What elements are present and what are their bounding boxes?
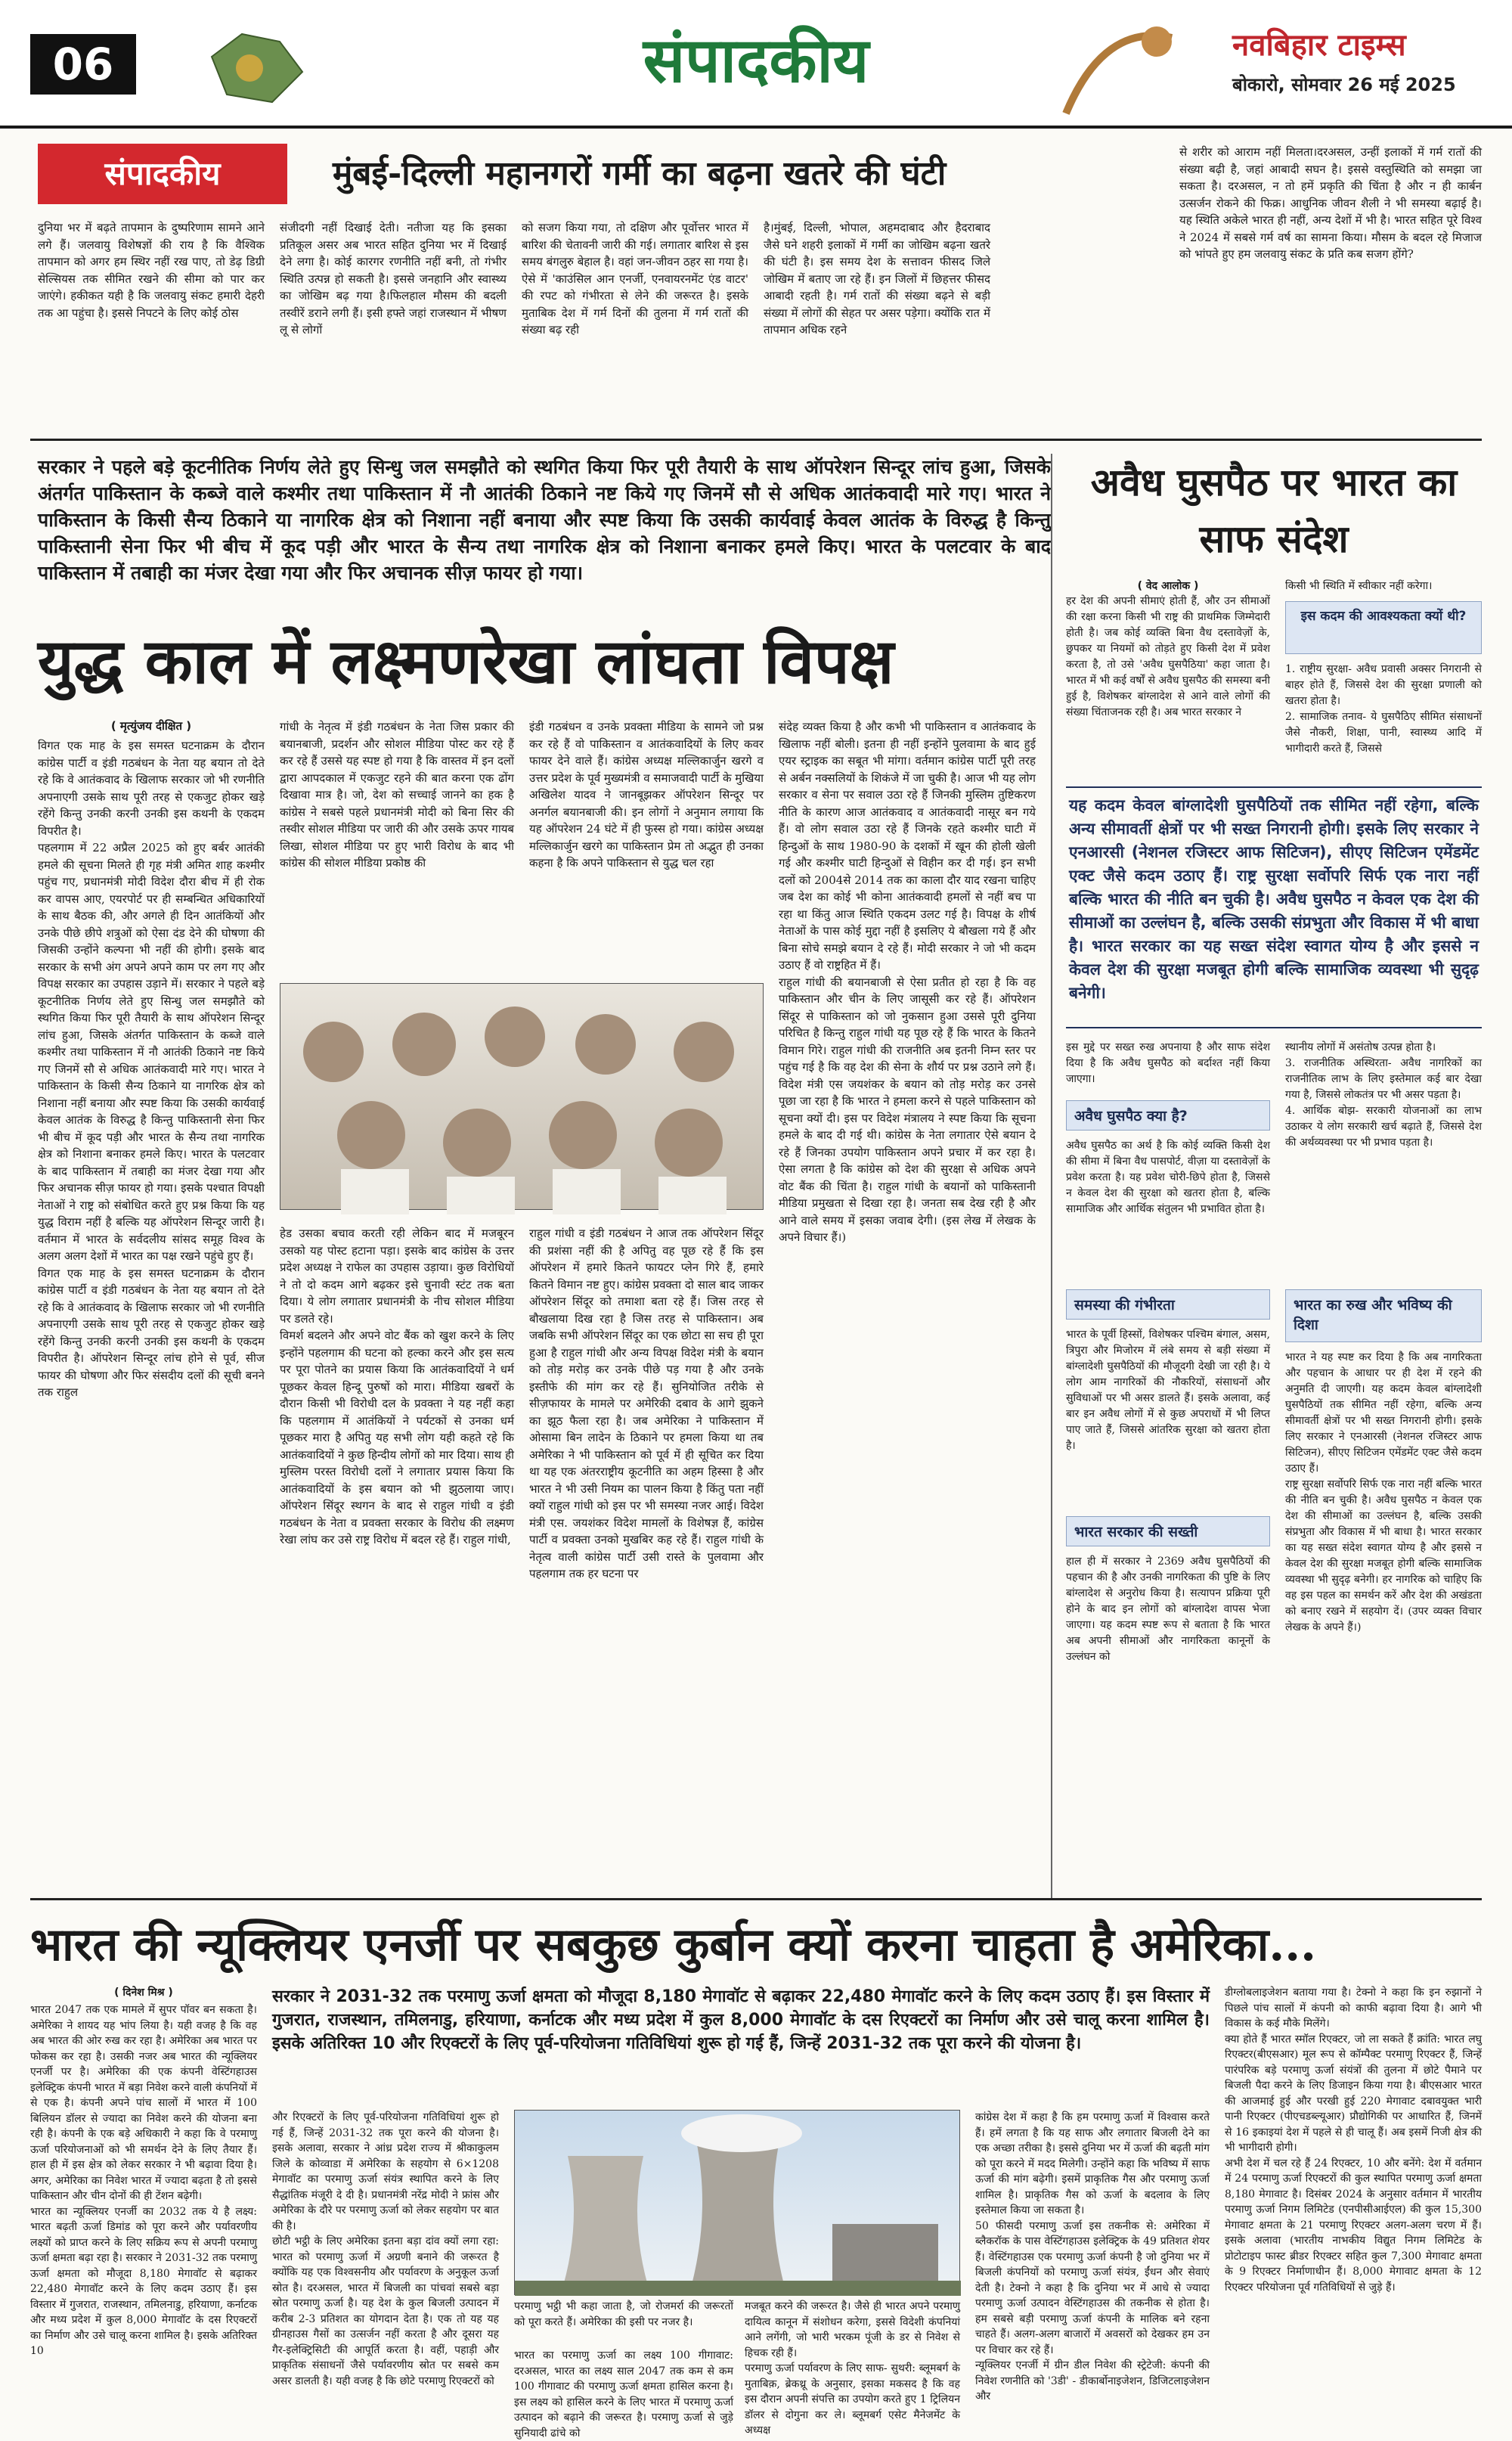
story3-col-5: कांग्रेस देश में कहा है कि हम परमाणु ऊर्जा में विश्वास करते हैं। हमें लगता है कि यह साफ और लगातार बिजली देने का एक अच्छा तरीका है। इससे दुनिया भर में ऊर्जा की बढ़ती मांग को पूरा करने में मदद मिलेगी। उन्होंने कहा कि भविष्य में साफ ऊर्जा की मांग बढ़ेगी। इसमें प्राकृतिक गैस और परमाणु ऊर्जा शामिल है। प्राकृतिक गैस को ऊर्जा के बदलाव के लिए इस्तेमाल किया जा सकता है। 50 फीसदी परमाणु ऊर्जा इस तकनीक से: अमेरिका में ब्लैकरॉक के पास वेस्टिंगहाउस इलेक्ट्रिक के 49 प्रतिशत शेयर हैं। वेस्टिंगहाउस एक परमाणु ऊर्जा कंपनी है जो दुनिया भर में बिजली कंपनियों को परमाणु ऊर्जा संयंत्र, ईंधन और सेवाएं देती है। टेक्नो ने कहा है कि दुनिया भर में आधे से ज्यादा परमाणु ऊर्जा उत्पादन वेस्टिंगहाउस की तकनीक से होता है। हम सबसे बड़ी परमाणु ऊर्जा कंपनी के मालिक बने रहना चाहते हैं। अलग-अलग बाजारों में अवसरों को देखकर हम उन पर विचार कर रहे हैं। न्यूक्लियर एनर्जी में ग्रीन डील निवेश की स्ट्रेटेजी: कंपनी की निवेश रणनीति को '3डी' - डीकार्बोनाइजेशन, डिजिटलाइजेशन और	[975, 2111, 1210, 2402]
story2-pullquote: यह कदम केवल बांग्लादेशी घुसपैठियों तक सीमित नहीं रहेगा, बल्कि अन्य सीमावर्ती क्षेत्रों पर भी सख्त निगरानी होगी। इसके लिए सरकार ने एनआरसी (नेशनल रजिस्टर आफ सिटिजन), सीएए सिटिजन एमेंडमेंट एक्ट जैसे कदम उठाए हैं। राष्ट्र सुरक्षा सर्वोपरि सिर्फ एक नारा नहीं बल्कि भारत की नीति बन चुकी है। अवैध घुसपैठ न केवल एक देश की सीमाओं का उल्लंघन है, बल्कि उसकी संप्रभुता और विकास में भी बाधा है। भारत सरकार का यह सख्त संदेश स्वागत योग्य है और इससे न केवल देश की सुरक्षा मजबूत होगी बल्कि सामाजिक व्यवस्था भी सुदृढ़ बनेगी।	[1066, 786, 1482, 1028]
story1-deck: सरकार ने पहले बड़े कूटनीतिक निर्णय लेते हुए सिन्धु जल समझौते को स्थगित किया फिर पूरी तैयारी के साथ ऑपरेशन सिन्दूर लांच हुआ, जिसके अंतर्गत पाकिस्तान के कब्जे वाले कश्मीर तथा पाकिस्तान में नौ आतंकी ठिकाने नष्ट किये गए जिनमें सौ से अधिक आतंकवादी मारे गए। भारत ने पाकिस्तान के किसी सैन्य ठिकाने या नागरिक क्षेत्र को निशाना नहीं बनाया और स्पष्ट किया कि उसकी कार्यवाई केवल आतंक के विरुद्ध है किन्तु पाकिस्तानी सेना फिर भी बीच में कूद पड़ी और भारत के सैन्य तथा नागरिक क्षेत्र को निशाना बनाकर हमले किए। भारत के पलटवार के बाद पाकिस्तान में तबाही का मंजर देखा गया और फिर अचानक सीज़ फायर हो गया।	[38, 456, 1051, 584]
story1-byline: ( मृत्युंजय दीक्षित )	[110, 719, 192, 733]
story1-col-2b: हेड उसका बचाव करती रही लेकिन बाद में मजबूरन उसको यह पोस्ट हटाना पड़ा। इसके बाद कांग्रेस के उत्तर प्रदेश अध्यक्ष ने राफेल का उपहास उड़ाया। कुछ विरोधियों ने तो दो कदम आगे बढ़कर इसे चुनावी स्टंट तक बता दिया। ये लोग लगातार प्रधानमंत्री के नीच सोशल मीडिया पर डलते रहे। विमर्श बदलने और अपने वोट बैंक को खुश करने के लिए इन्होंने पहलगाम की घटना को हल्का करने और इस सत्य पर पूरा पोतने का प्रयास किया कि आतंकवादियों ने धर्म पूछकर केवल हिन्दू पुरुषों को मारा। मीडिया खबरों के दौरान किसी भी विरोधी दल के प्रवक्ता ने यह नहीं कहा कि पहलगाम में आतंकियों ने पर्यटकों से उनका धर्म पूछकर मारा है अपितु यह सभी लोग यही कहते रहे कि आतंकवादियों ने कुछ हिन्दीय लोगों को मार दिया। साथ ही मुस्लिम परस्त विरोधी दलों ने लगातार प्रयास किया कि आतंकवादियों के इस बयान को भी झुठलाया जाए। ऑपरेशन सिंदूर स्थगन के बाद से राहुल गांधी व इंडी गठबंधन के नेता व प्रवक्ता सरकार के विरोध की लक्ष्मण रेखा लांघ कर उसे राष्ट्र विरोध में बदल रहे हैं। राहुल गांधी,	[280, 1227, 514, 1546]
story2-byline: ( वेद आलोक )	[1137, 580, 1199, 592]
story2-colA-1: इस मुद्दे पर सख्त रुख अपनाया है और साफ संदेश दिया है कि अवैध घुसपैठ को बर्दाश्त नहीं किया जाएगा।	[1066, 1041, 1274, 1085]
section-title: संपादकीय	[643, 24, 869, 97]
story2-need-body: 1. राष्ट्रीय सुरक्षा- अवैध प्रवासी अक्सर निगरानी से बाहर होते हैं, जिससे देश की सुरक्षा प्रणाली को खतरा होता है। 2. सामाजिक तनाव- ये घुसपैठिए सीमित संसाधनों जैसे नौकरी, शिक्षा, पानी, स्वास्थ्य आदि में भागीदारी करते हैं, जिससे	[1285, 663, 1482, 755]
story2-sub-gravity: समस्या की गंभीरता	[1066, 1289, 1270, 1320]
story1-photo-opposition-leaders	[280, 983, 764, 1210]
editorial-col-2: संजीदगी नहीं दिखाई देती। नतीजा यह कि इसका प्रतिकूल असर अब भारत सहित दुनिया भर में दिखाई देने लगा है। कोई कारगर रणनीति नहीं बनी, तो गंभीर स्थिति उत्पन्न हो सकती है। इससे जनहानि और स्वास्थ्य का जोखिम बढ़ गया है।फिलहाल मौसम की बदली तस्वीरें डराने लगी हैं। इसी हफ्ते जहां राजस्थान में भीषण लू से लोगों	[280, 221, 510, 337]
editorial-tag: संपादकीय	[38, 144, 287, 204]
story3-col-3b: भारत का परमाणु ऊर्जा का लक्ष्य 100 गीगावाट: दरअसल, भारत का लक्ष्य साल 2047 तक कम से कम 100 गीगावाट की परमाणु ऊर्जा क्षमता हासिल करना है। इस लक्ष्य को हासिल करने के लिए भारत में परमाणु ऊर्जा उत्पादन को बढ़ाने की जरूरत है। परमाणु ऊर्जा से जुड़े सुनियादी ढांचे को	[514, 2350, 737, 2439]
header-decoration-figure	[1043, 8, 1194, 121]
story2-need-heading: इस कदम की आवश्यकता क्यों थी?	[1285, 601, 1482, 654]
page-number: 06	[30, 34, 136, 95]
story2-colB-2: भारत ने यह स्पष्ट कर दिया है कि अब नागरिकता और पहचान के आधार पर ही देश में रहने की अनुमति दी जाएगी। यह कदम केवल बांग्लादेशी घुसपैठियों तक सीमित नहीं रहेगा, बल्कि अन्य सीमावर्ती क्षेत्रों पर भी सख्त निगरानी होगी। इसके लिए सरकार ने एनआरसी (नेशनल रजिस्टर आफ सिटिजन), सीएए सिटिजन एमेंडमेंट एक्ट जैसे कदम उठाए हैं। राष्ट्र सुरक्षा सर्वोपरि सिर्फ एक नारा नहीं बल्कि भारत की नीति बन चुकी है। अवैध घुसपैठ न केवल एक देश की सीमाओं का उल्लंघन है, बल्कि उसकी संप्रभुता और विकास में भी बाधा है। भारत सरकार का यह सख्त संदेश स्वागत योग्य है और इससे न केवल देश की सुरक्षा मजबूत होगी बल्कि सामाजिक व्यवस्था भी सुदृढ़ बनेगी। हर नागरिक को चाहिए कि वह इस पहल का समर्थन करें और देश की अखंडता को बनाए रखने में सहयोग दें। (उपर व्यक्त विचार लेखक के अपने हैं।)	[1285, 1351, 1482, 1633]
story2-sub-future: भारत का रुख और भविष्य की दिशा	[1285, 1289, 1482, 1342]
story2-colA-4: हाल ही में सरकार ने 2369 अवैध घुसपैठियों की पहचान की है और उनकी नागरिकता की पुष्टि के लिए बांग्लादेश से अनुरोध किया है। सत्यापन प्रक्रिया पूरी होने के बाद इन लोगों को बांग्लादेश वापस भेजा जाएगा। यह कदम स्पष्ट रूप से बताता है कि भारत अब अपनी सीमाओं और नागरिकता कानूनों के उल्लंघन को	[1066, 1555, 1274, 1663]
story3-photo-cooling-towers	[514, 2110, 960, 2295]
story3-photo-caption: परमाणु भट्ठी भी कहा जाता है, जो रोजमर्रा की जरूरतों को पूरा करते हैं। अमेरिका की इसी पर नजर है।	[514, 2300, 737, 2328]
dateline: बोकारो, सोमवार 26 मई 2025	[1232, 74, 1456, 95]
story2-colB-1: स्थानीय लोगों में असंतोष उत्पन्न होता है। 3. राजनीतिक अस्थिरता- अवैध नागरिकों का राजनीतिक लाभ के लिए इस्तेमाल कई बार देखा गया है, जिससे लोकतंत्र पर भी असर पड़ता है। 4. आर्थिक बोझ- सरकारी योजनाओं का लाभ उठाकर ये लोग सरकारी खर्च बढ़ाते हैं, जिससे देश की अर्थव्यवस्था पर भी प्रभाव पड़ता है।	[1285, 1041, 1482, 1149]
story3-col-6: डीग्लोबलाइजेशन बताया गया है। टेक्नो ने कहा कि इन रुझानों ने पिछले पांच सालों में कंपनी को काफी बढ़ावा दिया है। आगे भी विकास के कई मौके मिलेंगे। क्या होते हैं भारत स्मॉल रिएक्टर, जो ला सकते हैं क्रांति: भारत लघु रिएक्टर(बीएसआर) मूल रूप से कॉम्पैक्ट परमाणु रिएक्टर हैं, जिन्हें पारंपरिक बड़े परमाणु ऊर्जा संयंत्रों की तुलना में छोटे पैमाने पर बिजली पैदा करने के लिए डिजाइन किया गया है। बीएसआर भारत की आजमाई हुई और परखी हुई 220 मेगावाट दबावयुक्त भारी पानी रिएक्टर (पीएचडब्ल्यूआर) प्रौद्योगिकी पर आधारित हैं, जिनमें से 16 इकाइयां देश में पहले से ही चालू हैं। अब इसमें निजी क्षेत्र की भी भागीदारी होगी। अभी देश में चल रहे हैं 24 रिएक्टर, 10 और बनेंगे: देश में वर्तमान में 24 परमाणु ऊर्जा रिएक्टरों की कुल स्थापित परमाणु ऊर्जा क्षमता 8,180 मेगावाट है। दिसंबर 2024 के अनुसार वर्तमान में भारतीय परमाणु ऊर्जा निगम लिमिटेड (एनपीसीआईएल) की कुल 15,300 मेगावाट क्षमता के 21 परमाणु रिएक्टर अलग-अलग चरण में हैं। इसके अलावा (भारतीय नाभकीय विद्युत निगम लिमिटेड के प्रोटोटाइप फास्ट ब्रीडर रिएक्टर सहित कुल 7,300 मेगावाट क्षमता के 9 रिएक्टर निर्माणाधीन हैं। 8,000 मेगावाट क्षमता के 12 रिएक्टर परियोजना पूर्व गतिविधियों से जुड़े हैं।	[1225, 1987, 1482, 2294]
story2-sub-strict: भारत सरकार की सख्ती	[1066, 1516, 1270, 1546]
editorial-col-4: है।मुंबई, दिल्ली, भोपाल, अहमदाबाद और हैदराबाद जैसे घने शहरी इलाकों में गर्मी का जोखिम बढ़ना खतरे की घंटी है। इस समय देश के सत्तावन फीसद जिले जोखिम में बताए जा रहे हैं। इन जिलों में छिहत्तर फीसद आबादी रहती है। गर्म रातों की संख्या बढ़ने से बड़ी संख्या में लोगों की सेहत पर असर पड़ेगा। क्योंकि रात में तापमान अधिक रहने	[764, 221, 994, 337]
editorial-col-3: को सजग किया गया, तो दक्षिण और पूर्वोत्तर भारत में बारिश की चेतावनी जारी की गई। लगातार बारिश से इस समय बंगलुरु बेहाल है। वहां जन-जीवन ठहर सा गया है। ऐसे में 'काउंसिल आन एनर्जी, एनवायरनमेंट एंड वाटर' की रपट को गंभीरता से लेने की जरूरत है। इसके मुताबिक देश में गर्म दिनों की तुलना में गर्म रातों की संख्या बढ़ रही	[522, 221, 752, 337]
page-header	[0, 0, 1512, 129]
editorial-headline: मुंबई-दिल्ली महानगरों गर्मी का बढ़ना खतरे की घंटी	[333, 154, 947, 193]
editorial-col-1: दुनिया भर में बढ़ते तापमान के दुष्परिणाम सामने आने लगे हैं। जलवायु विशेषज्ञों की राय है कि वैश्विक तापमान को अगर हम स्थिर नहीं रख पाए, तो डेढ़ डिग्री सेल्सियस तक सीमित रखने की सीमा को पार कर जाएंगे। हकीकत यही है कि जलवायु संकट हमारी देहरी तक आ पहुंचा है। इससे निपटने के लिए कोई ठोस	[38, 221, 268, 320]
divider	[30, 439, 1482, 441]
story2-intro: हर देश की अपनी सीमाएं होती हैं, और उन सीमाओं की रक्षा करना किसी भी राष्ट्र की प्राथमिक जिम्मेदारी होती है। जब कोई व्यक्ति बिना वैध दस्तावेज़ों के, छुपकर या नियमों को तोड़ते हुए किसी देश में प्रवेश करता है, तो उसे 'अवैध घुसपैठिया' कहा जाता है। भारत में भी कई वर्षों से अवैध घुसपैठ की समस्या बनी हुई है, विशेषकर बांग्लादेश से आने वाले लोगों की संख्या चिंताजनक रही है। अब भारत सरकार ने	[1066, 595, 1274, 718]
story1-headline: युद्ध काल में लक्ष्मणरेखा लांघता विपक्ष	[38, 625, 894, 698]
story3-col-4b: मजबूत करने की जरूरत है। जैसे ही भारत अपने परमाणु दायित्व कानून में संशोधन करेगा, इससे विदेशी कंपनियां आने लगेंगी, जो भारी भरकम पूंजी के डर से निवेश से हिचक रही हैं। परमाणु ऊर्जा पर्यावरण के लिए साफ- सुथरी: ब्लूमबर्ग के मुताबिक़, ब्रेकथ्रू के अनुसार, इसका मकसद है कि वह इस दौरान अपनी संपत्ति का उपयोग करते हुए 1 ट्रिलियन डॉलर से दोगुना कर ले। ब्लूमबर्ग एसेट मैनेजमेंट के अध्यक्ष	[745, 2300, 960, 2436]
story1-col-2a: गांधी के नेतृत्व में इंडी गठबंधन के नेता जिस प्रकार की बयानबाजी, प्रदर्शन और सोशल मीडिया पोस्ट कर रहे हैं कर रहे हैं उससे यह स्पष्ट हो गया है कि वास्तव में इन दलों द्वारा आपदकाल में एकजुट रहने की बात करना एक ढोंग दिखावा मात्र है। जो, देश को सच्चाई जानने का हक है कांग्रेस ने सबसे पहले प्रधानमंत्री मोदी को बिना सिर की तस्वीर सोशल मीडिया पर जारी की और उसके ऊपर गायब लिखा, सोशल मीडिया पर हुए भारी विरोध के बाद भी कांग्रेस की सोशल मीडिया प्रकोष्ठ की	[280, 720, 518, 870]
story3-headline: भारत की न्यूक्लियर एनर्जी पर सबकुछ कुर्बान क्यों करना चाहता है अमेरिका...	[30, 1918, 1316, 1971]
story2-headline: अवैध घुसपैठ पर भारत का साफ संदेश	[1090, 460, 1458, 561]
story1-col-3a: इंडी गठबंधन व उनके प्रवक्ता मीडिया के सामने जो प्रश्न कर रहे हैं वो पाकिस्तान व आतंकवादियों के लिए कवर फायर देने वाले हैं। कांग्रेस अध्यक्ष मल्लिकार्जुन खरगे व उत्तर प्रदेश के पूर्व मुख्यमंत्री व समाजवादी पार्टी के मुखिया अखिलेश यादव ने जानबूझकर ऑपरेशन सिन्दूर पर अनर्गल बयानबाजी की। इन लोगों ने अनुमान लगाया कि यह ऑपरेशन 24 घंटे में ही फुस्स हो गया। कांग्रेस अध्यक्ष मल्लिकार्जुन खरगे का पाकिस्तान प्रेम तो अद्भुत ही उनका कहना है कि अपने पाकिस्तान से युद्ध चल रहा	[529, 720, 767, 870]
story3-col-2: और रिएक्टरों के लिए पूर्व-परियोजना गतिविधियां शुरू हो गई हैं, जिन्हें 2031-32 तक पूरा करने की योजना है। इसके अलावा, सरकार ने आंध्र प्रदेश राज्य में श्रीकाकुलम जिले के कोव्वाडा में अमेरिका के सहयोग से 6×1208 मेगावॉट का परमाणु ऊर्जा संयंत्र स्थापित करने के लिए सैद्धांतिक मंजूरी दे दी है। प्रधानमंत्री नरेंद्र मोदी ने फ्रांस और अमेरिका के दौरे पर परमाणु ऊर्जा को लेकर सहयोग पर बात की है। छोटी भट्ठी के लिए अमेरिका इतना बड़ा दांव क्यों लगा रहा: भारत को परमाणु ऊर्जा में अग्रणी बनाने की जरूरत है क्योंकि यह एक विश्वसनीय और पर्यावरण के अनुकूल ऊर्जा स्रोत है। दरअसल, भारत में बिजली का पांचवां सबसे बड़ा स्रोत परमाणु ऊर्जा है। यह देश के कुल बिजली उत्पादन में करीब 2-3 प्रतिशत का योगदान देता है। एक तो यह यह ग्रीनहाउस गैसों का उत्सर्जन नहीं करता है और दूसरा यह गैर-इलेक्ट्रिसिटी की आपूर्ति करता है। वहीं, पहाड़ी और प्राकृतिक संसाधनों जैसे पर्यावरणीय स्रोत पर सबसे कम असर डालती है। यही वजह है कि छोटे परमाणु रिएक्टरों को	[272, 2111, 499, 2387]
story2-colA-3: भारत के पूर्वी हिस्सों, विशेषकर पश्चिम बंगाल, असम, त्रिपुरा और मिजोरम में लंबे समय से बड़ी संख्या में बांग्लादेशी घुसपैठियों की मौजूदगी देखी जा रही है। ये लोग आम नागरिकों की नौकरियों, संसाधनों और सुविधाओं पर भी असर डालते हैं। इसके अलावा, कई बार इन अवैध लोगों में से कुछ अपराधों में भी लिप्त पाए जाते हैं, जिससे आंतरिक सुरक्षा को खतरा होता है।	[1066, 1329, 1274, 1452]
story3-col-1: भारत 2047 तक एक मामले में सुपर पॉवर बन सकता है। अमेरिका ने शायद यह भांप लिया है। यही वजह है कि वह अब भारत की ओर रुख कर रहा है। अमेरिका अब भारत पर फोकस कर रहा है। उसकी नजर अब भारत की न्यूक्लियर एनर्जी पर है। अमेरिका की एक कंपनी वेस्टिंगहाउस इलेक्ट्रिक कंपनी भारत में बड़ा निवेश करने वाली कंपनियों में से एक है। कंपनी अपने पांच सालों में भारत में 100 बिलियन डॉलर से ज्यादा का निवेश करने की योजना बना रही है। कंपनी के एक बड़े अधिकारी ने कहा कि वे परमाणु ऊर्जा परियोजनाओं को भी समर्थन देने के लिए तैयार हैं। हाल ही में इस क्षेत्र को लेकर सरकार ने भी बढ़ावा दिया है। अगर, अमेरिका का निवेश भारत में ज्यादा बढ़ता है तो इससे पाकिस्तान और चीन दोनों की ही टेंशन बढ़ेगी। भारत का न्यूक्लियर एनर्जी का 2032 तक ये है लक्ष्य: भारत बढ़ती ऊर्जा डिमांड को पूरा करने और पर्यावरणीय लक्ष्यों को प्राप्त करने के लिए सक्रिय रूप से अपनी परमाणु ऊर्जा क्षमता बढ़ा रहा है। सरकार ने 2031-32 तक परमाणु ऊर्जा क्षमता को मौजूदा 8,180 मेगावॉट से बढ़ाकर 22,480 मेगावॉट करने के लिए कदम उठाए हैं। इस विस्तार में गुजरात, राजस्थान, तमिलनाडु, हरियाणा, कर्नाटक और मध्य प्रदेश में कुल 8,000 मेगावॉट के दस रिएक्टरों का निर्माण और उसे चालू करना शामिल है। इसके अतिरिक्त 10	[30, 2004, 257, 2357]
paper-name: नवबिहार टाइम्स	[1232, 27, 1406, 63]
story2-right-top: किसी भी स्थिति में स्वीकार नहीं करेगा।	[1285, 580, 1433, 592]
story2-colA-2: अवैध घुसपैठ का अर्थ है कि कोई व्यक्ति किसी देश की सीमा में बिना वैध पासपोर्ट, वीज़ा या दस्तावेज़ों के प्रवेश करता है। यह प्रवेश चोरी-छिपे होता है, जिससे न केवल देश की सुरक्षा को खतरा होता है, बल्कि सामाजिक और आर्थिक संतुलन भी प्रभावित होता है।	[1066, 1140, 1274, 1215]
header-decoration-map	[197, 11, 310, 117]
story2-sub-what: अवैध घुसपैठ क्या है?	[1066, 1100, 1270, 1131]
divider	[1051, 454, 1052, 1898]
divider	[30, 1898, 1482, 1900]
story3-deck: सरकार ने 2031-32 तक परमाणु ऊर्जा क्षमता को मौजूदा 8,180 मेगावॉट से बढ़ाकर 22,480 मेगावॉट करने के लिए कदम उठाए हैं। इस विस्तार में गुजरात, राजस्थान, तमिलनाडु, हरियाणा, कर्नाटक और मध्य प्रदेश में कुल 8,000 मेगावॉट के दस रिएक्टरों का निर्माण और उसे चालू करना शामिल है। इसके अतिरिक्त 10 और रिएक्टरों के लिए पूर्व-परियोजना गतिविधियां शुरू हो गई हैं, जिन्हें 2031-32 तक पूरा करने की योजना है।	[272, 1987, 1210, 2053]
story1-col-4: संदेह व्यक्त किया है और कभी भी पाकिस्तान व आतंकवाद के खिलाफ नहीं बोली। इतना ही नहीं इन्होंने पुलवामा के बाद हुई एयर स्ट्राइक का सबूत भी मांगा। वर्तमान कांग्रेस पार्टी पूरी तरह से अर्बन नक्सलियों के शिकंजे में जा चुकी है। आज भी यह लोग सरकार व सेना पर सवाल उठा रहे हैं जिनकी मुस्लिम तुष्टिकरण नीति के कारण आज आतंकवाद व आतंकवादी नासूर बन गये हैं। वो लोग सवाल उठा रहे हैं जिनके रहते कश्मीर घाटी में हिन्दुओं के साथ 1980-90 के दशकों में खून की होली खेली गई और कश्मीर घाटी हिन्दुओं से विहीन कर दी गई। इन सभी दलों को 2004से 2014 तक का काला दौर याद रखना चाहिए जब देश का कोई भी कोना आतंकवादी हमलों से नहीं बच पा रहा था किंतु आज स्थिति एकदम उलट गई है। विपक्ष के शीर्ष नेताओं के पास कोई मुद्दा नहीं है इसलिए ये बौखला गये हैं और बिना सोचे समझे बयान दे रहे हैं। मोदी सरकार ने जो भी कदम उठाए हैं वो राष्ट्रहित में हैं। राहुल गांधी की बयानबाजी से ऐसा प्रतीत हो रहा है कि वह पाकिस्तान और चीन के लिए जासूसी कर रहे हैं। ऑपरेशन सिंदूर से पाकिस्तान को जो नुकसान हुआ उससे पूरी दुनिया परिचित है किन्तु राहुल गांधी यह पूछ रहे हैं कि भारत के कितने विमान गिरे। राहुल गांधी की राजनीति अब इतनी निम्न स्तर पर पहुंच गई है कि वह देश की सेना के शौर्य पर प्रश्न उठाने लगे हैं। विदेश मंत्री एस जयशंकर के बयान को तोड़ मरोड़ कर उनसे पूछा जा रहा है कि भारत ने हमला करने से पहले पाकिस्तान को सूचना क्यों दी। इस पर विदेश मंत्रालय ने स्पष्ट किया कि सूचना हमले के बाद दी गई थी। कांग्रेस के नेता लगातार ऐसे बयान दे रहे हैं जिनका उपयोग पाकिस्तान अपने प्रचार में कर रहा है। ऐसा लगता है कि कांग्रेस को देश की सुरक्षा से अधिक अपने वोट बैंक की चिंता है। राहुल गांधी के बयानों को पाकिस्तानी मीडिया प्रमुखता से दिखा रहा है। जनता सब देख रही है और आने वाले समय में इसका जवाब देगी। (इस लेख में लेखक के अपने विचार हैं।)	[779, 720, 1036, 1244]
story3-byline: ( दिनेश मिश्र )	[114, 1987, 173, 1999]
editorial-col-5: से शरीर को आराम नहीं मिलता।दरअसल, उन्हीं इलाकों में गर्म रातों की संख्या बढ़ी है, जहां आबादी सघन है। इससे वस्तुस्थिति को समझा जा सकता है। दरअसल, न तो हमें प्रकृति की चिंता है और न ही कार्बन उत्सर्जन रोकने की फिक्र। आधुनिक जीवन शैली ने भी समस्या बढ़ाई है। यह स्थिति अकेले भारत ही नहीं, अन्य देशों में भी है। भारत सहित पूरे विश्व ने 2024 में सबसे गर्म वर्ष का सामना किया। मौसम के बदल रहे मिजाज को भांपते हुए हम जलवायु संकट के प्रति कब सजग होंगे?	[1179, 145, 1486, 261]
story1-col-1: विगत एक माह के इस समस्त घटनाक्रम के दौरान कांग्रेस पार्टी व इंडी गठबंधन के नेता यह बयान तो देते रहे कि वे आतंकवाद के खिलाफ सरकार जो भी रणनीति अपनाएगी उसके साथ पूरी तरह से एकजुट होकर खड़े रहेंगे किन्तु उनकी करनी उनकी इस कथनी के एकदम विपरीत है। पहलगाम में 22 अप्रैल 2025 को हुए बर्बर आतंकी हमले की सूचना मिलते ही गृह मंत्री अमित शाह कश्मीर पहुंच गए, प्रधानमंत्री मोदी विदेश दौरा बीच में ही रोक कर वापस आए, एयरपोर्ट पर ही सम्बन्धित अधिकारियों के साथ बैठक की, और अगले ही दिन आतंकियों और उनके पीछे छीपे शत्रुओं को ऐसा दंड देने की घोषणा की जिसकी उन्होंने कल्पना भी नहीं की होगी। इसके बाद सरकार के सभी अंग अपने अपने काम पर लग गए और विपक्ष सरकार का उपहास उड़ाने में। सरकार ने पहले बड़े कूटनीतिक निर्णय लेते हुए सिन्धु जल समझौते को स्थगित किया फिर पूरी तैयारी के साथ ऑपरेशन सिन्दूर लांच हुआ, जिसके अंतर्गत पाकिस्तान के कब्जे वाले कश्मीर तथा पाकिस्तान में नौ आतंकी ठिकाने नष्ट किये गए जिनमें सौ से अधिक आतंकवादी मारे गए। भारत ने पाकिस्तान के किसी सैन्य ठिकाने या नागरिक क्षेत्र को निशाना नहीं बनाया और स्पष्ट किया कि उसकी कार्यवाई केवल आतंक के विरुद्ध है किन्तु पाकिस्तानी सेना फिर भी बीच में कूद पड़ी और भारत के सैन्य तथा नागरिक क्षेत्र को निशाना बनाकर हमले किए। भारत के पलटवार के बाद पाकिस्तान में तबाही का मंजर देखा गया और फिर अचानक सीज़ फायर हो गया। इसके पश्चात विपक्षी नेताओं ने राष्ट्र को संबोधित करते हुए प्रश्न किया कि यह युद्ध विराम नहीं है बल्कि यह ऑपरेशन सिन्दूर जारी है। वर्तमान में भारत के सर्वदलीय सांसद समूह विश्व के अलग अलग देशों में भारत का पक्ष रखने पहुंचे हुए हैं। विगत एक माह के इस समस्त घटनाक्रम के दौरान कांग्रेस पार्टी व इंडी गठबंधन के नेता यह बयान तो देते रहे कि वे आतंकवाद के खिलाफ सरकार जो भी रणनीति अपनाएगी उसके साथ पूरी तरह से एकजुट होकर खड़े रहेंगे किन्तु उनकी करनी उनकी इस कथनी के एकदम विपरीत है। ऑपरेशन सिन्दूर लांच होने से पूर्व, सीज फायर की घोषणा और फिर संसदीय दलों की सूची बनने तक राहुल	[38, 739, 265, 1399]
story1-col-3b: राहुल गांधी व इंडी गठबंधन ने आज तक ऑपरेशन सिंदूर की प्रशंसा नहीं की है अपितु वह पूछ रहे हैं कि इस ऑपरेशन में हमारे कितने फायटर प्लेन गिरे हैं, हमारे कितने विमान नष्ट हुए। कांग्रेस प्रवक्ता दो साल बाद जाकर ऑपरेशन सिंदूर को तमाशा बता रहे हैं। जिस तरह से बौखलाया दिख रहा है जिस तरह से पाकिस्तान। अब जबकि सभी ऑपरेशन सिंदूर का एक छोटा सा सच ही पूरा हुआ है राहुल गांधी और अन्य विपक्ष विदेश मंत्री के बयान को तोड़ मरोड़ कर उनके पीछे पड़ गया है और उनके इस्तीफे की मांग कर रहे हैं। सुनियोजित तरीके से सीज़फायर के मामले पर अमेरिकी दबाव के आगे झुकने का झूठ फैला रहा है। जब अमेरिका ने पाकिस्तान में ओसामा बिन लादेन के ठिकाने पर हमला किया था तब अमेरिका ने भी पाकिस्तान को पूर्व में ही सूचित कर दिया था यह एक अंतरराष्ट्रीय कूटनीति का अहम हिस्सा है और भारत ने भी उसी नियम का पालन किया है किंतु पता नहीं क्यों राहुल गांधी को इस पर भी समस्या नजर आई। विदेश मंत्री एस. जयशंकर विदेश मामलों के विशेषज्ञ हैं, कांग्रेस पार्टी व प्रवक्ता उनको मुखबिर कह रहे हैं। राहुल गांधी के नेतृत्व वाली कांग्रेस पार्टी उसी रास्ते के पुलवामा और पहलगाम तक हर घटना पर	[529, 1227, 767, 1580]
